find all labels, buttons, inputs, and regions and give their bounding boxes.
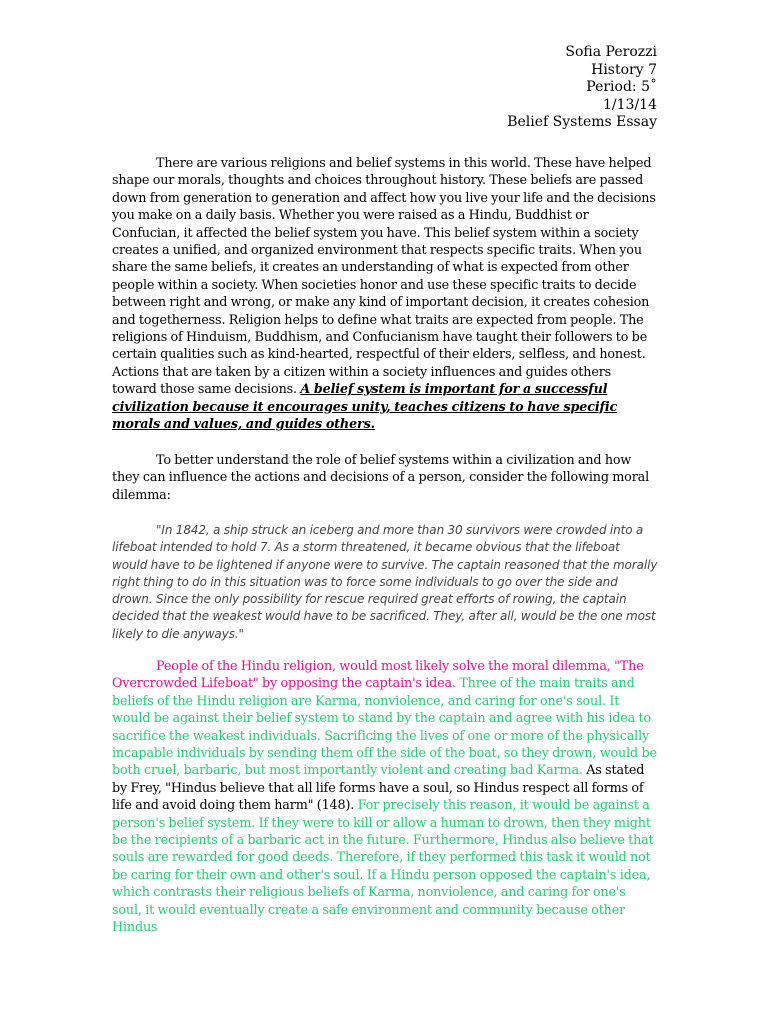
essay-title: Belief Systems Essay (507, 114, 657, 131)
student-name: Sofia Perozzi (565, 44, 657, 60)
class-period: Period: 5˚ (586, 79, 657, 96)
evidence-text: As stated by Frey, "Hindus believe that all life forms have a soul, so Hindus respect all forms of life and avoid doing them harm" (148). (112, 763, 645, 814)
hindu-paragraph (112, 658, 658, 937)
moral-dilemma-quote: "In 1842, a ship struck an iceberg and more than 30 survivors were crowded into a lifeboat intended to hold 7. As a storm threatened, it became obvious that the lifeboat would have to be lightened if anyone were to survive. The captain reasoned that the morally right thing to do in this situation was to force some individuals to go over the side and drown. Since the only possibility for rescue required great efforts of rowing, the captain decided that the weakest would have to be sacrificed. They, after all, would be the one most likely to die anyways." (112, 523, 658, 641)
analysis-text-1: Three of the main traits and beliefs of the Hindu religion are Karma, nonviolence, and caring for one's soul. It would be against their belief system to stand by the captain and agree with his idea to sacrifice the weakest individuals. Sacrificing the lives of one or more of the physically incapable individuals by sending them off the side of the boat, so they drown, would be both cruel, barbaric, but most importantly violent and creating bad Karma. (112, 676, 657, 779)
analysis-text-2: For precisely this reason, it would be against a person's belief system. If they were to kill or allow a human to drown, then they might be the recipients of a barbaric act in the future. Furthermore, Hindus also believe that souls are rewarded for good deeds. Therefore, if they performed this task it would not be caring for their own and other's soul. If a Hindu person opposed the captain's idea, which contrasts their religious beliefs of Karma, nonviolence, and caring for one's soul, it would eventually create a safe environment and community because other Hindus (112, 798, 654, 936)
intro-text: There are various religions and belief systems in this world. These have helped shape our morals, thoughts and choices throughout history. These beliefs are passed down from generation to generation and affect how you live your life and the decisions you make on a daily basis. Whether you were raised as a Hindu, Buddhist or Confucian, it affected the belief system you have. This belief system within a society creates a unified, and organized environment that respects specific traits. When you share the same beliefs, it creates an understanding of what is expected from other people within a society. When societies honor and use these specific traits to decide between right and wrong, or make any kind of important decision, it creates cohesion and togetherness. Religion helps to define what traits are expected from people. The religions of Hinduism, Buddhism, and Confucianism have taught their followers to be certain qualities such as kind-hearted, respectful of their elders, selfless, and honest. Actions that are taken by a citizen within a society influences and guides others toward those same decisions. (112, 156, 656, 398)
claim-text: People of the Hindu religion, would most likely solve the moral dilemma, "The Overcrowded Lifeboat" by opposing the captain's idea. (112, 659, 644, 692)
thesis-statement: A belief system is important for a successful civilization because it encourages unity, teaches citizens to have specific morals and values, and guides others. (112, 382, 618, 433)
essay-header (507, 44, 657, 132)
intro-paragraph (112, 155, 658, 434)
essay-date: 1/13/14 (603, 96, 657, 113)
class-name: History 7 (591, 61, 657, 78)
transition-paragraph: To better understand the role of belief systems within a civilization and how they can influence the actions and decisions of a person, consider the following moral dilemma: (112, 453, 650, 503)
